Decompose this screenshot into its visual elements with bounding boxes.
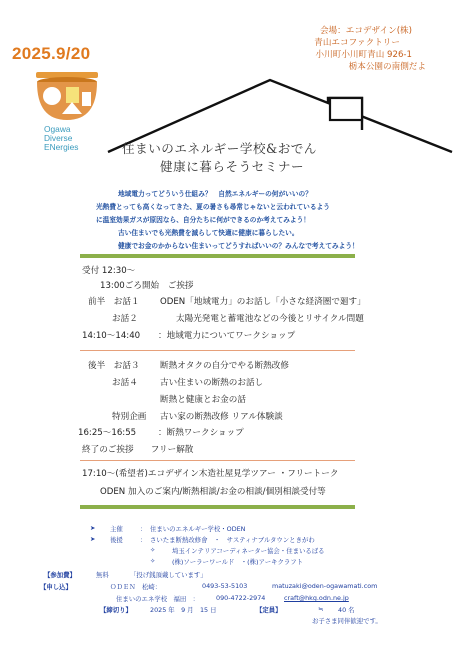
intro-line-4: 古い住まいでも光熱費を減らして快適に健康に暮らしたい。 xyxy=(118,229,299,237)
tour-info: 17:10～(希望者)エコデザイン木造社屋見学ツアー ・フリートーク xyxy=(82,469,339,479)
logo-text-energies: ENergies xyxy=(44,142,79,152)
logo-text-ogawa: Ogawa xyxy=(44,124,71,134)
opening-time: 13:00ごろ開始 ご挨拶 xyxy=(100,281,194,291)
title-line-1: 住まいのエネルギー学校&おでん xyxy=(122,141,317,156)
talk-1: ODEN「地域電力」のお話し「小さな経済圏で廻す」 xyxy=(160,297,366,307)
apply-tel-2[interactable]: 090-4722-2974 xyxy=(216,594,266,602)
venue-line-3: 小川町小川町青山 926-1 xyxy=(315,50,412,60)
consult-info: ODEN 加入のご案内/断熱相談/お金の相談/個別相談受付等 xyxy=(100,487,326,497)
reception-time: 受付 12:30～ xyxy=(82,266,136,276)
venue-line-2: 青山エコファクトリー xyxy=(314,38,400,48)
talk-2: 太陽光発電と蓄電池などの今後とリサイクル問題 xyxy=(176,314,364,324)
apply-mail-1[interactable]: matuzaki@oden-ogawamati.com xyxy=(272,582,378,590)
host-label: 主催 xyxy=(110,525,123,533)
logo-text-diverse: Diverse xyxy=(44,133,73,143)
diamond-icon: ✧ xyxy=(150,557,156,565)
logo-oden-square xyxy=(66,87,79,103)
support-colon: ： xyxy=(140,536,147,544)
special-label: 特別企画 xyxy=(112,412,147,422)
apply-org-1: ＯＤＥＮ 松崎： xyxy=(110,583,162,591)
capacity-value: 40 名 xyxy=(338,606,355,614)
intro-line-3: に温室効果ガスが原因なら、自分たちに何ができるのか考えてみよう！ xyxy=(96,216,310,224)
logo-oden-block xyxy=(82,92,91,106)
title-line-2: 健康に暮らそうセミナー xyxy=(160,159,305,174)
workshop-2-time: 16:25～16:55 xyxy=(78,428,137,438)
capacity-label: 【定員】 xyxy=(256,606,282,614)
capacity-prefix: ≒ xyxy=(318,605,324,613)
fee-value: 無料 xyxy=(96,571,109,579)
fee-note: 「投げ銭頂戴しています」 xyxy=(130,571,207,579)
deadline-label: 【締切り】 xyxy=(100,606,132,614)
host-arrow-icon: ➤ xyxy=(90,524,96,532)
apply-mail-2[interactable]: craft@hkg.odn.ne.jp xyxy=(284,594,349,602)
divider-thin-2 xyxy=(80,460,355,461)
special-event: 古い家の断熱改修 リアル体験談 xyxy=(160,412,283,422)
chimney-box xyxy=(330,98,362,120)
divider-green-2 xyxy=(80,505,355,509)
apply-tel-1[interactable]: 0493-53-5103 xyxy=(202,582,248,590)
workshop-1-time: 14:10～14:40 xyxy=(82,331,141,341)
intro-line-2: 光熱費とっても高くなってきた、夏の暑さも尋常じゃないと云われているよう xyxy=(96,203,330,211)
divider-green-1 xyxy=(80,254,355,258)
workshop-1: ：地域電力についてワークショップ xyxy=(158,331,296,341)
venue-line-4: 栃本公園の南側だよ xyxy=(348,62,426,72)
diamond-icon: ✧ xyxy=(150,546,156,554)
intro-line-5: 健康でお金のかからない住まいってどうすればいいの？みんなで考えてみよう！ xyxy=(118,242,359,250)
intro-line-1: 地域電力ってどういう仕組み？ 自然エネルギーの何がいいの？ xyxy=(118,190,312,198)
children-welcome: お子さま同伴歓迎です。 xyxy=(312,617,382,625)
apply-org-2: 住まいのエネ学校 福田 ： xyxy=(116,595,200,603)
workshop-2: ：断熱ワークショップ xyxy=(158,428,244,438)
support-arrow-icon: ➤ xyxy=(90,535,96,543)
host-colon: ： xyxy=(140,525,147,533)
support-2: 埼玉インテリアコーディネーター協会・住まいるばる xyxy=(172,547,325,555)
talk-4b: 断熱と健康とお金の話 xyxy=(160,395,246,405)
talk-4: 古い住まいの断熱のお話し xyxy=(160,378,264,388)
logo-oden-circle xyxy=(43,87,61,105)
fee-label: 【参加費】 xyxy=(44,571,76,579)
second-half-label: 後半 お話３ xyxy=(88,361,140,371)
talk-4-label: お話４ xyxy=(112,378,138,388)
closing: 終了のご挨拶 フリー解散 xyxy=(82,445,194,455)
apply-label: 【申し込】 xyxy=(40,583,72,591)
support-label: 後援 xyxy=(110,536,123,544)
event-date: 2025.9/20 xyxy=(12,44,91,63)
divider-thin-1 xyxy=(80,350,355,351)
host-name: 住まいのエネルギー学校・ODEN xyxy=(150,525,246,533)
support-1: さいたま断熱改修會 ・ サスティナブルタウンときがわ xyxy=(150,536,315,544)
oden-logo xyxy=(32,72,102,124)
talk-2-label: お話２ xyxy=(112,314,138,324)
venue-line-1: 会場：エコデザイン(株) xyxy=(319,26,412,36)
talk-3: 断熱オタクの自分でやる断熱改修 xyxy=(160,361,289,371)
first-half-label: 前半 お話１ xyxy=(88,297,140,307)
deadline-value: 2025 年 9 月 15 日 xyxy=(150,606,217,614)
support-3: (株)ソーラーワールド ・(株)アーキクラフト xyxy=(172,558,304,566)
